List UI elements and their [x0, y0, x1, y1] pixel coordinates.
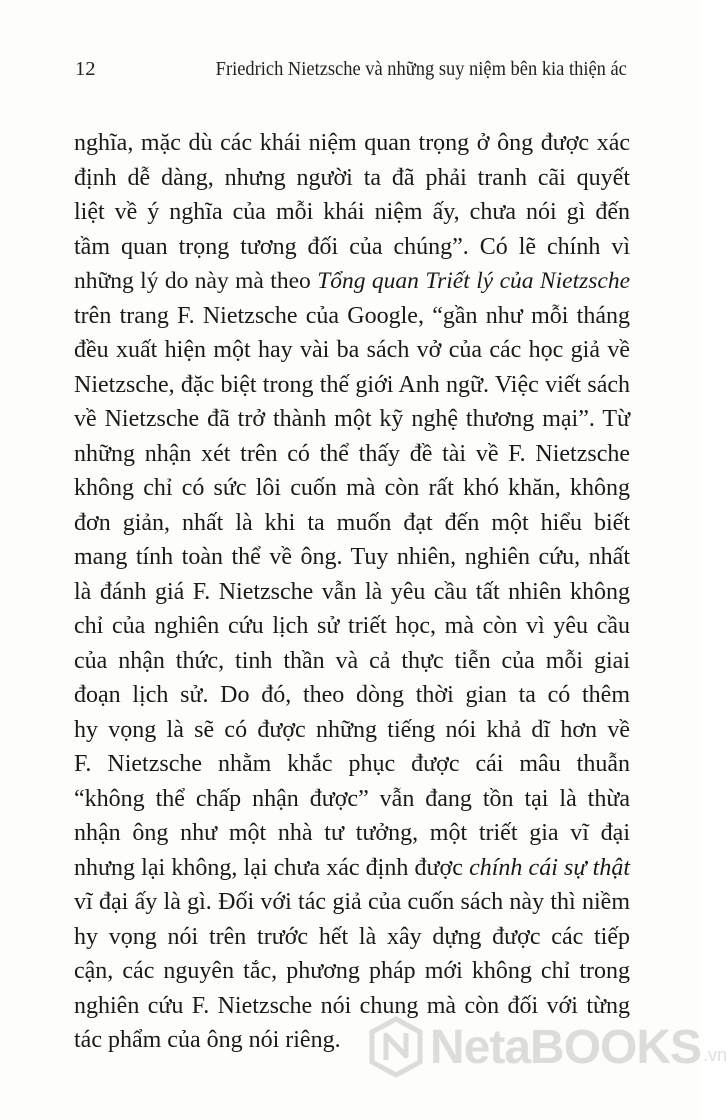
page-number: 12 [75, 58, 96, 80]
text-line: đều xuất hiện một hay vài ba sách vở của các học giả về [74, 337, 630, 363]
text-line: đơn giản, nhất là khi ta muốn đạt đến một hiểu biết [74, 509, 630, 536]
text-line: của nhận thức, tinh thần và cả thực tiễn của mỗi giai [74, 647, 630, 674]
body-paragraph [74, 126, 630, 1058]
text-line: cận, các nguyên tắc, phương pháp mới không chỉ trong [74, 958, 630, 984]
text-line: “không thể chấp nhận được” vẫn đang tồn tại là thừa [74, 785, 630, 812]
text-line: định dễ dàng, nhưng người ta đã phải tranh cãi quyết [74, 164, 630, 191]
watermark [368, 1012, 727, 1082]
text-line-run: nhưng lại không, lại chưa xác định được [74, 854, 470, 881]
text-line: không chỉ có sức lôi cuốn mà còn rất khó khăn, không [74, 475, 630, 501]
text-line: vĩ đại ấy là gì. Đối với tác giả của cuốn sách này thì niềm [74, 889, 630, 915]
text-line: tầm quan trọng tương đối của chúng”. Có lẽ chính vì [74, 233, 630, 260]
text-line: nhận ông như một nhà tư tưởng, một triết gia vĩ đại [74, 820, 630, 846]
text-line: hy vọng là sẽ có được những tiếng nói khả dĩ hơn về [74, 716, 630, 743]
text-line: đoạn lịch sử. Do đó, theo dòng thời gian ta có thêm [74, 682, 630, 708]
watermark-tld: .vn [703, 1045, 727, 1065]
watermark-brand: NetaBOOKS [430, 1020, 702, 1074]
text-line [74, 851, 630, 886]
text-line: những nhận xét trên có thể thấy đề tài về F. Nietzsche [74, 440, 630, 467]
text-line: nghĩa, mặc dù các khái niệm quan trọng ở ông được xác [74, 130, 630, 156]
italic-title: chính cái sự thật [469, 854, 631, 881]
text-line: chỉ của nghiên cứu lịch sử triết học, mà còn vì yêu cầu [74, 613, 630, 639]
running-head [75, 58, 627, 88]
running-title: Friedrich Nietzsche và những suy niệm bên kia thiện ác [215, 58, 627, 80]
text-line [74, 264, 630, 299]
text-line: liệt về ý nghĩa của mỗi khái niệm ấy, chưa nói gì đến [74, 199, 630, 225]
text-line: trên trang F. Nietzsche của Google, “gần như mỗi tháng [74, 302, 630, 329]
text-line: mang tính toàn thể về ông. Tuy nhiên, nghiên cứu, nhất [74, 544, 630, 570]
hexagon-n-logo-icon [368, 1016, 424, 1078]
text-line-run: những lý do này mà theo [74, 268, 318, 294]
text-line: tác phẩm của ông nói riêng. [74, 1027, 341, 1053]
italic-title: Tổng quan Triết lý của Nietzsche [317, 268, 630, 294]
text-line: là đánh giá F. Nietzsche vẫn là yêu cầu tất nhiên không [74, 578, 630, 605]
text-line: Nietzsche, đặc biệt trong thế giới Anh ngữ. Việc viết sách [74, 371, 630, 398]
text-line: nghiên cứu F. Nietzsche nói chung mà còn đối với từng [74, 992, 630, 1019]
text-line: hy vọng nói trên trước hết là xây dựng được các tiếp [74, 923, 630, 950]
text-line: F. Nietzsche nhằm khắc phục được cái mâu thuẫn [74, 751, 630, 777]
text-line: về Nietzsche đã trở thành một kỹ nghệ thương mại”. Từ [74, 406, 630, 432]
